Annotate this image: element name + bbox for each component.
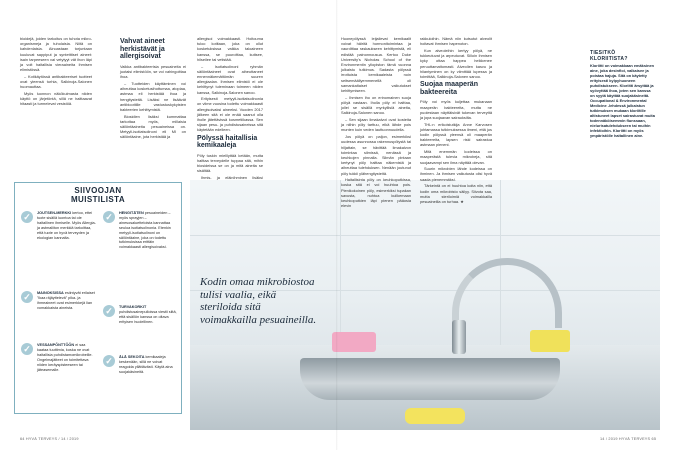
- tile-line: [190, 235, 660, 236]
- checklist-item: [119, 355, 177, 375]
- checklist-item-text: esiintyvät erilaiset "ikaa räjäyttelevä" pika- ja ihmeaineet ovat esimerkkejä lian vomakkaista aineista.: [37, 291, 95, 310]
- paragraph: – Kotikäytössä antibakteeriset tuotteet ovat yleensä turhia, Salkinoja-Salonen huomauttaa.: [20, 73, 92, 90]
- checklist-title-line: SIIVOOJAN: [74, 186, 122, 195]
- paragraph: Haitallisinta pöly on keuhkoputkissa, koska sitä ei voi huuhtoa pois. Pienikokoinen pöly, esimerkiksi tupakan savusta, nuhtoa kuilkemaan keuhkoputkien läpi pienen pääosia elevin: [341, 177, 411, 209]
- faucet-base: [452, 320, 466, 354]
- checklist-item-head: VESSANPÖNTTÖÖN: [37, 343, 75, 347]
- pink-sponge: [332, 332, 376, 352]
- checklist-item: [37, 291, 97, 311]
- sidebar-title: [590, 50, 656, 62]
- paragraph: Huonepölyssä leijailevat kemikaalit voivat häiritä hormonitoimintaa ja vaurdittaa raskaukseen kehittymistä, eli edistää painonnousua. Kertoo Duke University's Nicholas School of the Environmentin yliopiston tämä vuonna julkaistu tutkimus. Sadasta pölyssä irrottuista kemikaaleista noin seitsemäällyemmenellä oli samankaltaiset vaikutukset kehittymiseen.: [341, 36, 411, 94]
- page-footer-right: 14 / 2019 HYVÄ TERVEYS 65: [600, 437, 657, 441]
- photo-caption: Kodin omaa mikrobiostoa tulisi vaalia, eikä steriloida sitä voimakkailla pesuaineilla.: [200, 276, 317, 326]
- paragraph: Suurin mikrobien lähde kodeissa on ihminen. Ja ihmisen vaikutusta olisi hyvä saada pienemmäksi.: [420, 166, 492, 182]
- paragraph: – Isotiatsolinoni ryhmän säilöntäaineet ovat aiheuttaneet ennennäkemättömän suuren allergiaalan. Ihmisen elimistö ei ole kehittynyt tuleminaan toimeen niiden kanssa, Salkinoja-Salonen sanoo.: [197, 63, 263, 95]
- paragraph: Ihmis- ja eläinihminen lisäksi: [201, 175, 263, 181]
- checklist-item-head: MAINOKSISSA: [37, 291, 64, 295]
- checklist-item-text: kemikaaleja keskenään, sillä ne voivat reagoida yllättävästi. Käytä aina suojakäsineitä.: [119, 355, 173, 374]
- section-heading: Suojaa maaperän bakteereita: [420, 81, 478, 96]
- checklist-item-text: pesuaineiden – myös sprayjen – ainesosaluetteloista kannattaa seuloa isotiatsolinonia. Etenkin metyyli-isotiatsolinoni on säilöntäaine, joka on todettu tutkimuksissa erittäin voimakkaasti allergisoivaksi.: [119, 211, 171, 250]
- check-icon: [21, 211, 33, 223]
- checklist-item-head: HENGITÄTEN: [119, 211, 144, 215]
- check-icon: [103, 305, 115, 317]
- sidebar-fact-box: [590, 50, 656, 138]
- checklist-title: [15, 187, 181, 204]
- left-column-1: [20, 36, 92, 108]
- paragraph: Jos pölyä on paljon, esimerkiksi uudessa asunnossa rakennuspölystä tai hiljattain, se hävittää limakalvon toimintaa silmissä, nenässä ja keuhkojen pinnalla. Silmän pintaan kertynyt pöly haittaa näkemistä ja aiheuttaa tulehduksen. Nenään joutunut pöly tukkii ylähengitysteitä.: [341, 134, 411, 176]
- paragraph: Biosidien lisäksi kummattaa tarkottaa myös, millaisia säilöntäaineita pesuaineissa on. Metyyli-isotiatsolinoni eli MI on säilöntäaine, jota herkistää ja: [120, 113, 186, 140]
- paragraph: Kun alveoleihin kertyy pölyä, ne tukkeutuvat ja arpeutuvat. Silloin ihmisen kyky ottaa happea heikkenee peruuttamattomasti. Alveolien kasvu ja hiiantyminen on ky viimittää lupessa ja toimittää, Salkinoja-Salonen sanoo.: [420, 47, 492, 79]
- checklist-box: [14, 182, 182, 414]
- checklist-item-text: ei saa kaataa tuuttimia, koska ne ovat haitallisia puhdistamomikrobeille. Ongelmajätteet on toimitettava niiden keräyspisteeseen tai jäteasemalle.: [37, 343, 93, 372]
- paragraph: rakkuloihin. Nämä niin kutsutut alveolit hoitavat ihmisen hapenoton.: [420, 36, 492, 47]
- paragraph: – Ihmisen iho on erinomainen suoja pölyä vastaan. Iholla pöly ei haittaa, jollei se sisällä myrkyllisiä aineita, Salkinoja-Salonen sanoo.: [341, 94, 411, 116]
- paragraph: – Tuotteiden käyttäminen voi aiheuttaa kosketusihottumaa, atopiaa, astmaa eli herkistää ihoa ja hengitysteitä. Lisäksi ne lisäävät antibioottille vastustuskykyisten bakteerien kehittymistä.: [120, 80, 186, 112]
- yellow-sponge: [530, 330, 570, 352]
- right-column-1: [341, 36, 411, 210]
- checklist-item-text: kertoo, ettei tuote sisällä luontoa tai ole haitallinen ihmiselle. Myös Allergia- ja astmaliiton merkkiä tarkoittaa, että tuote on hyvä terveyden ja ekologian kannalta.: [37, 211, 96, 240]
- paragraph: Vaikka antibakteerisia pesuaineita ei juotaisi elimistöön, se voi vahingoittaa ihoa.: [120, 63, 186, 80]
- paragraph: – Sen sijaan limakalvot ovat kosteita ja niihin pöly tarttuu, eikä lähde pois munten kuin veden lauttuonnuudella.: [341, 117, 411, 133]
- paragraph: Erityisesti metyyli-isotiatsolinonia on viime vuosina todettu voimakkaasti allergisoivaksi aineeksi. Vuoden 2017 jälkeen sitä ei ole enää saanut olla iholle jätettävissä kosmetiikassa. Sen sijaan pesu- ja puhdistusaineissa sitä käytetään edelleen.: [197, 96, 263, 133]
- checklist-item: [37, 343, 97, 372]
- right-column-2: [420, 36, 492, 206]
- sidebar-title-line: TIESITKÖ: [590, 50, 616, 56]
- paragraph: Mitä enemmän kodeissa on maaperästä tulevia mikrobeja, sitä suojaavampi sen ilma näyttää olevan.: [420, 149, 492, 165]
- paragraph: bioidejä, joiden tarkoitus on tuhota mikro-organismeja ja tuholaisia. Niitä on kahdenlaisia. Ainoastaan torjuntaan kuuluvat sappiput ja syntetttiset aineet: isain tarpeeseen vai vetytyyt vät ihon läpi ja voit haitallisia vieraaineita ihmisen elimistössä.: [20, 36, 92, 73]
- section-heading: Vahvat aineet herkistävät ja allergisoivat: [120, 38, 165, 61]
- page-fold: [336, 0, 338, 450]
- checklist-item-head: ÄLÄ SEKOITA: [119, 355, 145, 359]
- checklist-item: [37, 211, 97, 240]
- checklist-item-text: puhdistusainepulloissa viestii siitä, että sisällön kanssa on oltava erityisen huolellinen.: [119, 309, 177, 324]
- check-icon: [103, 355, 115, 367]
- check-icon: [21, 291, 33, 303]
- sidebar-title-line: KLORIITISTA?: [590, 56, 628, 62]
- paragraph: Pöly tuskin mielllyttää ketään, mutta haittaa terveydelle tuppaa sitä, mihin biosideissa se on ja mitä aineita se sisältää.: [197, 152, 263, 174]
- paragraph: THL:n erikoistutkija Anne Karvosen johtamassa tutkimuksessa ilmeni, että jos kodin pölyssä yleensä oli maaperän bakteereita, lapsen riski sairastua astmaan pieneni.: [420, 121, 492, 148]
- paragraph: Myös luonnon näkökulmasta niiden käyttö on järjetöntä, sillä ne haittaavat hitaasti ja turmelevat vesistöä.: [20, 91, 92, 107]
- sidebar-text: Kloriitti on voimakkaan emäksinen aine, joka desinfioi, valkaisee ja poistaa hajuja. Sitä on käytetty erityisesti kylpyhuoneen puhdistukseen. Kloriitti ärsyttää ja syövyttää ihoa, joten sen kanssa on syytä käyttää suojakäsineitä. Occupational & Environmental Medicine -lehdessä julkaistun tutkimuksen mukaan kloriitille altistuneet lapset sairastuvat muita todennäköisemmin flunssaan, nielurisatulehdukseen tai muihin infektioihin. Kloriitti on myös ympäristölle haitallinen aine.: [590, 63, 655, 138]
- checklist-item-head: TURVAKORKIT: [119, 305, 147, 309]
- yellow-cloth: [405, 408, 465, 424]
- checklist-title-line: MUISTILISTA: [70, 194, 126, 204]
- checklist-item: [119, 211, 177, 250]
- paragraph: allergisoi voimakkaasti. Hoitouma tuloo kotitaan, joka on ollut kosketuksissa vaikka taloaineen kanssa, se puuroittaa, kutisee, hilseilee tai vetistää.: [197, 36, 263, 62]
- section-heading: Pölyssä haitallisia kemikaaleja: [197, 134, 258, 150]
- checklist-item-head: JOUTSEN-MERKKI: [37, 211, 72, 215]
- check-icon: [21, 343, 33, 355]
- paragraph: Tärkeintä on ei huuhtoa koita niin, että kodin oma mikrobisto säilyy. Siivota saa, mutta steriloimiä voimakkailla pesuaineilla on turhaa. ★: [420, 183, 492, 204]
- sink-basin: [300, 358, 560, 400]
- left-column-2: [120, 36, 186, 141]
- check-icon: [103, 211, 115, 223]
- checklist-item: [119, 305, 177, 325]
- paragraph: Pöly voi myös kuljettaa mukanaan maaperän bakteereita, mutta ne puolestaan näyttäisivät tukevan terveyttä ja jopa suojaavan sairauksilta.: [420, 99, 492, 120]
- page-footer-left: 64 HYVÄ TERVEYS / 14 / 2019: [20, 437, 79, 441]
- faucet-neck: [452, 258, 562, 328]
